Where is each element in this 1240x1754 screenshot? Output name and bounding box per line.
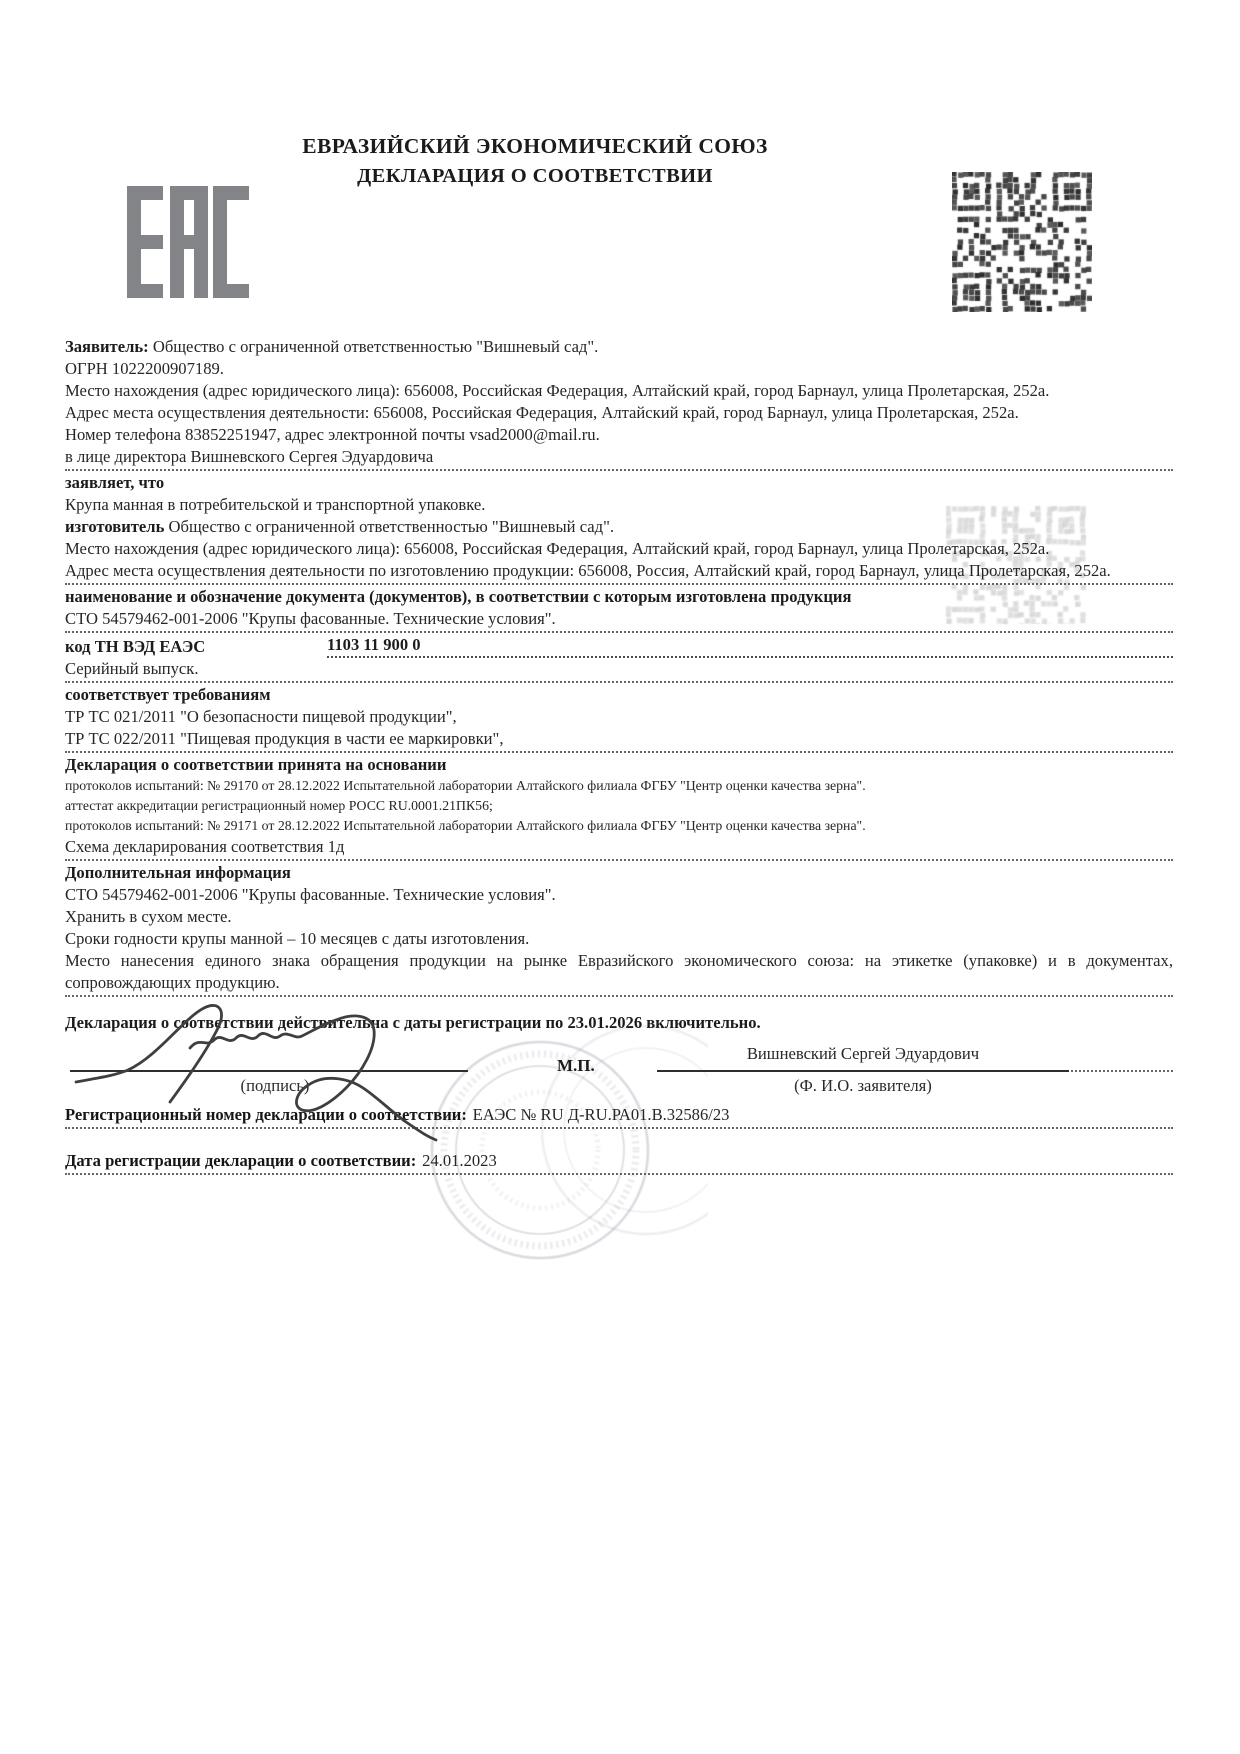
dotted-rule xyxy=(65,583,1173,585)
line-text: ТР ТС 022/2011 "Пищевая продукция в части ее маркировки", xyxy=(65,729,504,748)
dotted-rule xyxy=(65,469,1173,471)
name-line xyxy=(657,1070,1069,1072)
line-text: Сроки годности крупы манной – 10 месяцев с даты изготовления. xyxy=(65,929,530,948)
product-line xyxy=(65,494,1173,516)
validity-line xyxy=(65,1012,1173,1034)
signature-block xyxy=(65,1034,1173,1104)
dotted-rule xyxy=(65,1127,1173,1129)
line-text: СТО 54579462-001-2006 "Крупы фасованные. Технические условия". xyxy=(65,609,556,628)
signature-caption: (подпись) xyxy=(240,1076,310,1095)
ogrn-line xyxy=(65,358,1173,380)
serial-line xyxy=(65,658,1173,680)
line-text: Хранить в сухом месте. xyxy=(65,907,232,926)
bold-label: Декларация о соответствии действительна с даты регистрации по 23.01.2026 включительно. xyxy=(65,1013,761,1032)
line-text: Номер телефона 83852251947, адрес электронной почты vsad2000@mail.ru. xyxy=(65,425,600,444)
dotted-rule xyxy=(65,859,1173,861)
mark-place-line xyxy=(65,950,1173,994)
line-text: Общество с ограниченной ответственностью "Вишневый сад". xyxy=(164,517,614,536)
applicant-activity-address-line xyxy=(65,402,1173,424)
signature-line xyxy=(70,1070,468,1072)
declares-heading xyxy=(65,472,1173,494)
accreditation-line xyxy=(65,796,1173,816)
line-text: Крупа манная в потребительской и транспортной упаковке. xyxy=(65,495,486,514)
dotted-rule xyxy=(65,995,1173,997)
mp-label: М.П. xyxy=(557,1056,595,1075)
spacer xyxy=(65,1130,1173,1150)
eac-mark-icon xyxy=(127,186,249,298)
line-text: протоколов испытаний: № 29171 от 28.12.2022 Испытательной лаборатории Алтайского филиала ФГБУ "Центр оценки качества зерна". xyxy=(65,818,866,833)
bold-label: изготовитель xyxy=(65,517,165,536)
registration-date-line xyxy=(65,1150,1173,1172)
name-line-dotted-tail xyxy=(1071,1070,1173,1072)
registration-date-value: 24.01.2023 xyxy=(422,1151,497,1170)
basis-heading xyxy=(65,754,1173,776)
line-text: Место нанесения единого знака обращения продукции на рынке Евразийского экономического союза: на этикетке (упаковке) и в документах, сопровождающих продукцию. xyxy=(65,951,1173,992)
line-text: Адрес места осуществления деятельности: 656008, Российская Федерация, Алтайский край, город Барнаул, улица Пролетарская, 252а. xyxy=(65,403,1019,422)
registration-number-value: ЕАЭС № RU Д-RU.РА01.В.32586/23 xyxy=(472,1105,730,1124)
declaration-title: ДЕКЛАРАЦИЯ О СООТВЕТСТВИИ xyxy=(357,165,713,187)
line-text: Серийный выпуск. xyxy=(65,659,199,678)
manufacturer-line xyxy=(65,516,1173,538)
spacer xyxy=(65,998,1173,1012)
sto-line-2 xyxy=(65,884,1173,906)
tnved-line xyxy=(65,634,1173,658)
applicant-address-line xyxy=(65,380,1173,402)
line-text: Место нахождения (адрес юридического лица): 656008, Российская Федерация, Алтайский край, город Барнаул, улица Пролетарская, 252а. xyxy=(65,381,1050,400)
tnved-code-value: 1103 11 900 0 xyxy=(327,634,1173,658)
line-text: ТР ТС 021/2011 "О безопасности пищевой продукции", xyxy=(65,707,457,726)
bold-label: соответствует требованиям xyxy=(65,685,271,704)
registration-date-label: Дата регистрации декларации о соответствии: xyxy=(65,1151,417,1170)
dotted-rule xyxy=(65,631,1173,633)
line-text: Адрес места осуществления деятельности по изготовлению продукции: 656008, Россия, Алтайский край, город Барнаул, улица Пролетарская, 252а. xyxy=(65,561,1111,580)
sto-line xyxy=(65,608,1173,630)
document-heading xyxy=(65,586,1173,608)
manufacturer-address-line xyxy=(65,538,1173,560)
storage-line xyxy=(65,906,1173,928)
line-text: СТО 54579462-001-2006 "Крупы фасованные. Технические условия". xyxy=(65,885,556,904)
line-text: Место нахождения (адрес юридического лица): 656008, Российская Федерация, Алтайский край, город Барнаул, улица Пролетарская, 252а. xyxy=(65,539,1050,558)
shelf-life-line xyxy=(65,928,1173,950)
bold-label: Заявитель: xyxy=(65,337,149,356)
production-address-line xyxy=(65,560,1173,582)
additional-info-heading xyxy=(65,862,1173,884)
line-text: Схема декларирования соответствия 1д xyxy=(65,837,345,856)
line-text: протоколов испытаний: № 29170 от 28.12.2022 Испытательной лаборатории Алтайского филиала ФГБУ "Центр оценки качества зерна". xyxy=(65,778,866,793)
line-text: аттестат аккредитации регистрационный номер РОСС RU.0001.21ПК56; xyxy=(65,798,493,813)
eac-logo xyxy=(127,186,249,303)
director-line xyxy=(65,446,1173,468)
protocol-1-line xyxy=(65,776,1173,796)
bold-label: заявляет, что xyxy=(65,473,165,492)
registration-number-label: Регистрационный номер декларации о соответствии: xyxy=(65,1105,467,1124)
bold-label: наименование и обозначение документа (документов), в соответствии с которым изготовлена продукция xyxy=(65,587,852,606)
scheme-line xyxy=(65,836,1173,858)
bold-label: Дополнительная информация xyxy=(65,863,291,882)
tr-ts-021-line xyxy=(65,706,1173,728)
dotted-rule xyxy=(65,681,1173,683)
requirements-heading xyxy=(65,684,1173,706)
applicant-name: Вишневский Сергей Эдуардович xyxy=(746,1044,980,1063)
dotted-rule xyxy=(65,1173,1173,1175)
qr-code-icon xyxy=(952,172,1092,312)
document-header xyxy=(235,131,835,191)
tr-ts-022-line xyxy=(65,728,1173,750)
name-caption: (Ф. И.О. заявителя) xyxy=(794,1076,932,1095)
dotted-rule xyxy=(65,751,1173,753)
document-body xyxy=(65,336,1173,1176)
line-text: ОГРН 1022200907189. xyxy=(65,359,224,378)
bold-label: код ТН ВЭД ЕАЭС xyxy=(65,637,206,656)
union-title: ЕВРАЗИЙСКИЙ ЭКОНОМИЧЕСКИЙ СОЮЗ xyxy=(302,134,768,158)
contact-line xyxy=(65,424,1173,446)
line-text: в лице директора Вишневского Сергея Эдуардовича xyxy=(65,447,434,466)
bold-label: Декларация о соответствии принята на основании xyxy=(65,755,447,774)
protocol-2-line xyxy=(65,816,1173,836)
line-text: Общество с ограниченной ответственностью "Вишневый сад". xyxy=(148,337,599,356)
applicant-line xyxy=(65,336,1173,358)
registration-number-line xyxy=(65,1104,1173,1126)
